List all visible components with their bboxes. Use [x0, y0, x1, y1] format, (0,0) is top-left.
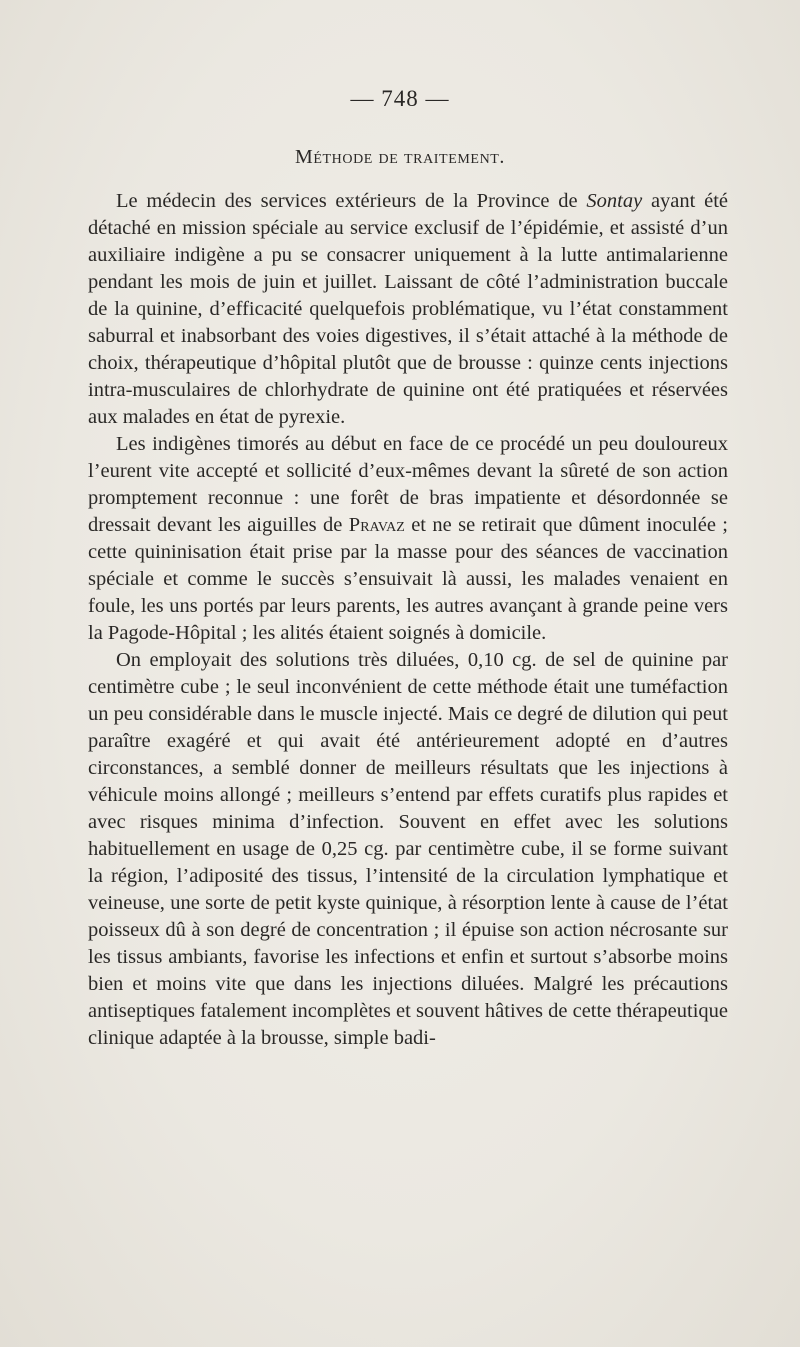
paragraph [88, 431, 728, 647]
place-name: Sontay [586, 190, 643, 212]
paragraph [88, 647, 728, 1052]
body-text [88, 188, 728, 1052]
person-name: Pravaz [348, 514, 405, 536]
paragraph-text: et ne se retirait que dûment inoculée ; cette quininisation était prise par la masse pour des séances de vaccination spéciale et comme le succès s’ensuivait là aussi, les malades venaient en foule, les uns portés par leurs parents, les autres avançant à grande peine vers la Pagode-Hôpital ; les alités étaient soignés à domicile. [88, 514, 729, 644]
paragraph-text: Le médecin des services extérieurs de la Province de [116, 190, 587, 212]
paragraph-text: On employait des solutions très diluées, 0,10 cg. de sel de quinine par centimètre cube ; le seul inconvénient de cette méthode était une tuméfaction un peu considérable dans le muscle injecté. Mais ce degré de dilution qui peut paraître exagéré et qui avait été antérieurement adopté en d’autres circonstances, a semblé donner de meilleurs résultats que les injections à véhicule moins allongé ; meilleurs s’entend par effets curatifs plus rapides et avec risques minima d’infection. Souvent en effet avec les solutions habituellement en usage de 0,25 cg. par centimètre cube, il se forme suivant la région, l’adiposité des tissus, l’intensité de la circulation lymphatique et veineuse, une sorte de petit kyste quinique, à résorption lente à cause de l’état poisseux dû à son degré de concentration ; il épuise son action nécrosante sur les tissus ambiants, favorise les infections et enfin et surtout s’absorbe moins bien et moins vite que dans les injections diluées. Malgré les précautions antiseptiques fatalement incomplètes et souvent hâtives de cette thérapeutique clinique adaptée à la brousse, simple badi- [88, 649, 728, 1049]
paragraph [88, 188, 728, 431]
paragraph-text: Les indigènes timorés au début en face de ce procédé un peu douloureux l’eurent vite accepté et sollicité d’eux-mêmes devant la sûreté de son action promptement reconnue : une forêt de bras impatiente et désordonnée se dressait devant les aiguilles de [88, 433, 728, 536]
paragraph-text: ayant été détaché en mission spéciale au service exclusif de l’épidémie, et assisté d’un auxiliaire indigène a pu se consacrer uniquement à la lutte antimalarienne pendant les mois de juin et juillet. Laissant de côté l’administration buccale de la quinine, d’efficacité quelquefois problématique, vu l’état constamment saburral et inabsorbant des voies digestives, il s’était attaché à la méthode de choix, thérapeutique d’hôpital plutôt que de brousse : quinze cents injections intra-musculaires de chlorhydrate de quinine ont été pratiquées et réservées aux malades en état de pyrexie. [88, 190, 729, 428]
section-title: Méthode de traitement. [294, 146, 506, 168]
page-number: — 748 — [350, 86, 450, 111]
